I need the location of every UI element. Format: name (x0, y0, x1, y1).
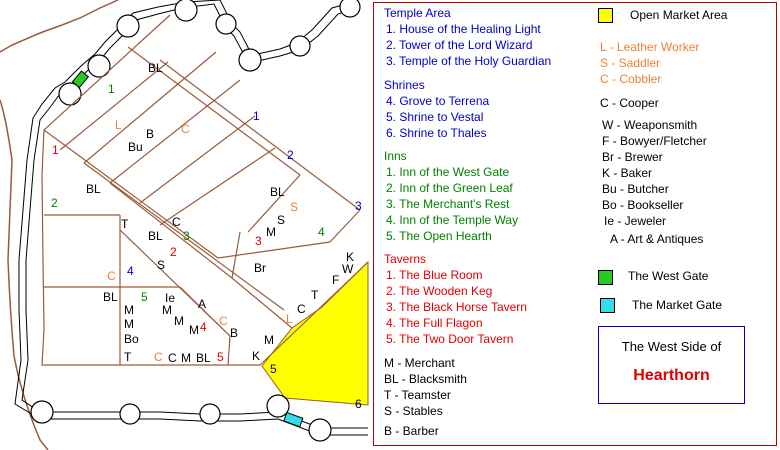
map-label-S: S (157, 258, 166, 272)
inn-marker-1: 1 (108, 82, 115, 96)
map-label-F: F (332, 273, 340, 287)
wall-tower (290, 36, 310, 56)
tavern-item: 5. The Two Door Tavern (386, 332, 514, 346)
map-label-M: M (264, 333, 274, 347)
map-label-Bu: Bu (128, 140, 143, 154)
tavern-item: 1. The Blue Room (386, 268, 483, 282)
code-item: T - Teamster (384, 388, 451, 402)
craft-code: C - Cobbler (600, 72, 662, 86)
code-item: M - Merchant (384, 356, 455, 370)
map-label-C: C (154, 350, 163, 364)
temple-heading: Temple Area (384, 6, 451, 20)
map-label-K: K (252, 349, 261, 363)
temple-marker-1: 1 (253, 109, 260, 123)
map-label-T: T (121, 217, 129, 231)
temple-item: 3. Temple of the Holy Guardian (386, 54, 552, 68)
tavern-item: 4. The Full Flagon (386, 316, 483, 330)
map-label-B: B (146, 127, 155, 141)
wall-tower (31, 401, 53, 423)
map-label-Br: Br (254, 261, 266, 275)
inn-item: 2. Inn of the Green Leaf (386, 181, 513, 195)
craft-code: S - Saddler (600, 56, 661, 70)
shrine-marker-5: 5 (270, 362, 277, 376)
map-label-A: A (198, 297, 207, 311)
map-label-C: C (168, 351, 177, 365)
map-label-BL: BL (103, 290, 118, 304)
map-label-B: B (230, 326, 239, 340)
inn-item: 1. Inn of the West Gate (386, 165, 510, 179)
inns-heading: Inns (384, 149, 407, 163)
shop-code: A - Art & Antiques (610, 232, 704, 246)
tavern-marker-5: 5 (217, 350, 224, 364)
map-label-L: L (286, 312, 293, 326)
wall-tower (239, 49, 261, 71)
map-label-BL: BL (148, 61, 163, 75)
map-label-M: M (189, 323, 199, 337)
tavern-marker-2: 2 (170, 245, 177, 259)
tavern-marker-3: 3 (255, 234, 262, 248)
tavern-marker-1: 1 (52, 143, 59, 157)
map-label-C: C (219, 314, 228, 328)
craft-code: L - Leather Worker (600, 40, 700, 54)
shrine-marker-6: 6 (355, 397, 362, 411)
map-label-Bo: Bo (124, 332, 139, 346)
map-label-Ie: Ie (165, 291, 176, 305)
temple-item: 2. Tower of the Lord Wizard (386, 38, 533, 52)
map-label-BL: BL (196, 351, 211, 365)
temple-marker-2: 2 (287, 148, 294, 162)
map-label-M: M (181, 351, 191, 365)
code-item: B - Barber (384, 424, 439, 438)
map-label-C: C (107, 269, 116, 283)
map-label-S: S (290, 200, 299, 214)
tavern-item: 2. The Wooden Keg (386, 284, 493, 298)
wall-tower (267, 395, 289, 417)
map-title-line: The West Side of (621, 339, 722, 354)
map-title-name: Hearthorn (633, 367, 710, 384)
shrine-item: 6. Shrine to Thales (386, 126, 487, 140)
map-label-BL: BL (86, 182, 101, 196)
map-label-BL: BL (148, 229, 163, 243)
market-gate (284, 413, 303, 427)
map-label-S: S (277, 213, 286, 227)
map-label-M: M (174, 314, 184, 328)
inn-marker-4: 4 (318, 225, 325, 239)
shrine-item: 5. Shrine to Vestal (386, 110, 484, 124)
market-gate-swatch-icon (600, 298, 615, 313)
map-label-W: W (342, 262, 354, 276)
map-label-M: M (124, 317, 134, 331)
shop-code: Bo - Bookseller (602, 198, 684, 212)
code-item: S - Stables (384, 404, 443, 418)
inn-marker-5: 5 (141, 290, 148, 304)
shop-code: W - Weaponsmith (602, 118, 698, 132)
west-gate-label: The West Gate (628, 269, 709, 283)
temple-item: 1. House of the Healing Light (386, 22, 541, 36)
open-market-label: Open Market Area (630, 8, 728, 22)
shrine-marker-4: 4 (127, 264, 134, 278)
market-gate-label: The Market Gate (632, 298, 723, 312)
shop-code: K - Baker (602, 166, 653, 180)
map-label-C: C (172, 215, 181, 229)
wall-tower (175, 0, 197, 21)
west-gate-swatch-icon (598, 270, 613, 285)
map-label-M: M (266, 225, 276, 239)
map-label-BL: BL (270, 185, 285, 199)
inn-marker-3: 3 (183, 229, 190, 243)
map-title-box (598, 326, 745, 404)
shrines-heading: Shrines (384, 78, 425, 92)
shop-code: C - Cooper (600, 96, 659, 110)
wall-tower (88, 55, 110, 77)
shop-code: Br - Brewer (602, 150, 663, 164)
map-label-T: T (311, 288, 319, 302)
market-swatch-icon (598, 8, 613, 23)
wall-tower (340, 0, 360, 17)
wall-tower (120, 404, 140, 424)
wall-tower (200, 404, 220, 424)
tavern-item: 3. The Black Horse Tavern (386, 300, 527, 314)
shrine-item: 4. Grove to Terrena (386, 94, 490, 108)
wall-tower (309, 419, 331, 441)
open-market-area (262, 262, 368, 405)
map-label-T: T (124, 350, 132, 364)
temple-marker-3: 3 (355, 199, 362, 213)
map-label-K: K (346, 250, 355, 264)
wall-tower (117, 15, 139, 37)
tavern-marker-4: 4 (200, 320, 207, 334)
shop-code: F - Bowyer/Fletcher (602, 134, 707, 148)
map-label-L: L (115, 118, 122, 132)
shop-code: Ie - Jeweler (604, 214, 667, 228)
inn-item: 5. The Open Hearth (386, 229, 492, 243)
inn-item: 3. The Merchant's Rest (386, 197, 510, 211)
inn-marker-2: 2 (51, 196, 58, 210)
shop-code: Bu - Butcher (602, 182, 669, 196)
taverns-heading: Taverns (384, 252, 427, 266)
map-label-M: M (124, 303, 134, 317)
wall-tower (216, 14, 236, 34)
map-label-C: C (297, 302, 306, 316)
inn-item: 4. Inn of the Temple Way (386, 213, 519, 227)
map-label-C: C (181, 122, 190, 136)
code-item: BL - Blacksmith (384, 372, 467, 386)
map-label-M: M (162, 303, 172, 317)
